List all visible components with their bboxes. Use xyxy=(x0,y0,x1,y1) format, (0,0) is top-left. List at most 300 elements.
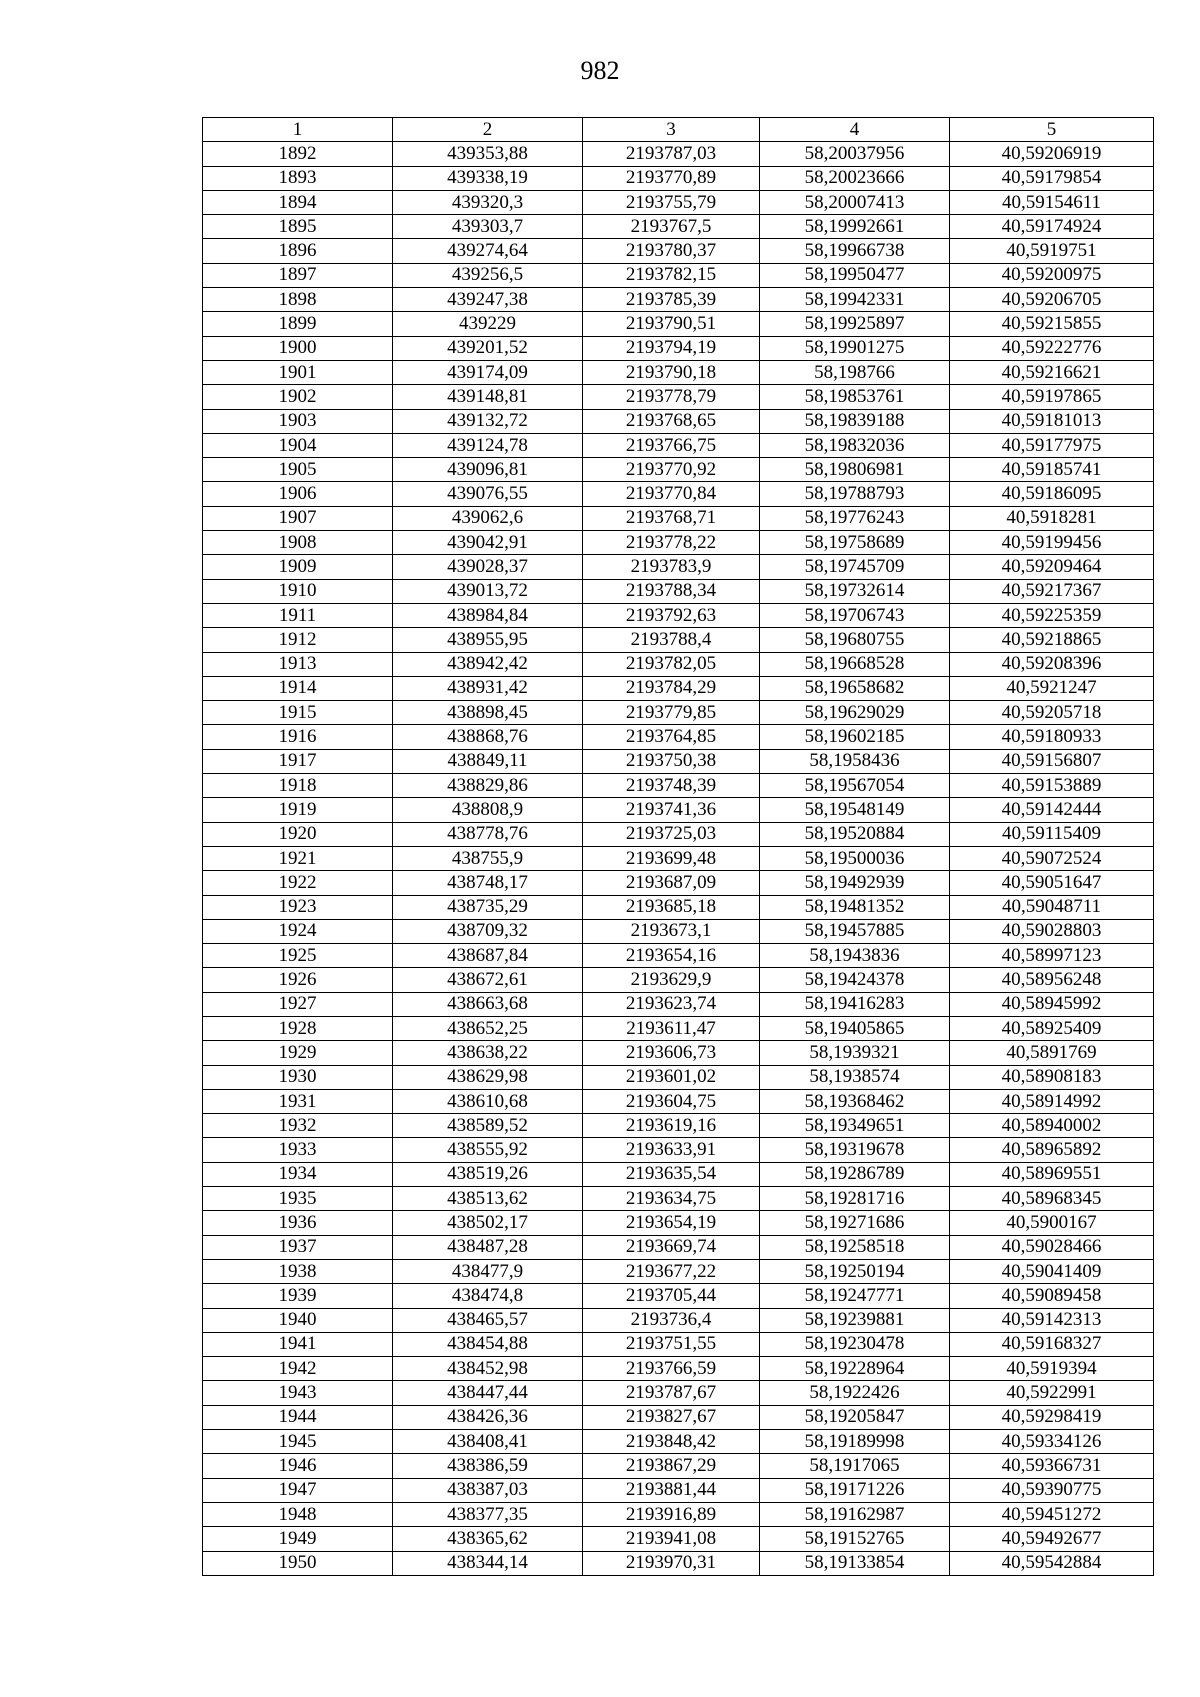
table-cell: 438898,45 xyxy=(393,701,583,725)
table-cell: 2193782,15 xyxy=(583,263,760,287)
table-cell: 1937 xyxy=(203,1235,393,1259)
table-cell: 40,59205718 xyxy=(950,701,1154,725)
table-cell: 2193792,63 xyxy=(583,603,760,627)
table-row xyxy=(203,555,1154,579)
table-cell: 2193611,47 xyxy=(583,1016,760,1040)
table-cell: 438629,98 xyxy=(393,1065,583,1089)
table-cell: 58,19228964 xyxy=(760,1357,950,1381)
table-cell: 438465,57 xyxy=(393,1308,583,1332)
table-cell: 1907 xyxy=(203,506,393,530)
table-row xyxy=(203,433,1154,457)
table-cell: 1948 xyxy=(203,1502,393,1526)
table-cell: 58,19286789 xyxy=(760,1162,950,1186)
table-cell: 438454,88 xyxy=(393,1332,583,1356)
table-cell: 1920 xyxy=(203,822,393,846)
table-cell: 2193768,71 xyxy=(583,506,760,530)
table-cell: 2193755,79 xyxy=(583,190,760,214)
table-cell: 439256,5 xyxy=(393,263,583,287)
table-cell: 58,19758689 xyxy=(760,531,950,555)
table-cell: 1930 xyxy=(203,1065,393,1089)
table-cell: 58,198766 xyxy=(760,360,950,384)
table-cell: 2193770,84 xyxy=(583,482,760,506)
table-cell: 1894 xyxy=(203,190,393,214)
table-cell: 2193766,75 xyxy=(583,433,760,457)
table-cell: 439042,91 xyxy=(393,531,583,555)
table-row xyxy=(203,1041,1154,1065)
table-row xyxy=(203,968,1154,992)
table-cell: 2193635,54 xyxy=(583,1162,760,1186)
table-row xyxy=(203,1357,1154,1381)
table-cell: 40,59200975 xyxy=(950,263,1154,287)
table-cell: 58,19806981 xyxy=(760,458,950,482)
table-cell: 40,59298419 xyxy=(950,1405,1154,1429)
table-cell: 438931,42 xyxy=(393,676,583,700)
table-row xyxy=(203,992,1154,1016)
table-cell: 40,59208396 xyxy=(950,652,1154,676)
table-cell: 438984,84 xyxy=(393,603,583,627)
table-cell: 40,59186095 xyxy=(950,482,1154,506)
table-cell: 1936 xyxy=(203,1211,393,1235)
table-row xyxy=(203,1381,1154,1405)
table-cell: 58,19258518 xyxy=(760,1235,950,1259)
table-cell: 1940 xyxy=(203,1308,393,1332)
table-cell: 1919 xyxy=(203,798,393,822)
table-cell: 1903 xyxy=(203,409,393,433)
column-header: 1 xyxy=(203,118,393,142)
coordinates-table xyxy=(202,117,1154,1576)
table-cell: 439013,72 xyxy=(393,579,583,603)
table-cell: 40,59451272 xyxy=(950,1502,1154,1526)
table-cell: 1939 xyxy=(203,1284,393,1308)
table-cell: 438687,84 xyxy=(393,944,583,968)
table-cell: 1904 xyxy=(203,433,393,457)
table-row xyxy=(203,1502,1154,1526)
table-cell: 439096,81 xyxy=(393,458,583,482)
table-row xyxy=(203,676,1154,700)
table-cell: 2193783,9 xyxy=(583,555,760,579)
table-row xyxy=(203,603,1154,627)
table-cell: 40,59197865 xyxy=(950,385,1154,409)
table-cell: 40,58940002 xyxy=(950,1114,1154,1138)
table-cell: 438610,68 xyxy=(393,1089,583,1113)
table-cell: 58,19567054 xyxy=(760,774,950,798)
table-cell: 58,19788793 xyxy=(760,482,950,506)
table-cell: 58,19457885 xyxy=(760,919,950,943)
table-cell: 2193790,51 xyxy=(583,312,760,336)
table-cell: 1897 xyxy=(203,263,393,287)
table-cell: 40,59181013 xyxy=(950,409,1154,433)
table-cell: 40,59174924 xyxy=(950,215,1154,239)
table-cell: 40,59216621 xyxy=(950,360,1154,384)
table-cell: 1898 xyxy=(203,288,393,312)
table-cell: 58,19853761 xyxy=(760,385,950,409)
table-cell: 58,19776243 xyxy=(760,506,950,530)
table-row xyxy=(203,846,1154,870)
table-cell: 58,19171226 xyxy=(760,1478,950,1502)
table-row xyxy=(203,919,1154,943)
table-cell: 438672,61 xyxy=(393,968,583,992)
table-cell: 40,58965892 xyxy=(950,1138,1154,1162)
table-row xyxy=(203,895,1154,919)
table-cell: 2193601,02 xyxy=(583,1065,760,1089)
table-row xyxy=(203,1551,1154,1575)
table-cell: 438452,98 xyxy=(393,1357,583,1381)
table-cell: 58,19152765 xyxy=(760,1527,950,1551)
table-cell: 1947 xyxy=(203,1478,393,1502)
table-cell: 1893 xyxy=(203,166,393,190)
table-cell: 2193916,89 xyxy=(583,1502,760,1526)
table-row xyxy=(203,1284,1154,1308)
table-row xyxy=(203,1138,1154,1162)
table-cell: 58,19500036 xyxy=(760,846,950,870)
table-cell: 58,19548149 xyxy=(760,798,950,822)
table-cell: 439124,78 xyxy=(393,433,583,457)
table-cell: 58,19281716 xyxy=(760,1187,950,1211)
table-cell: 58,19205847 xyxy=(760,1405,950,1429)
table-cell: 1905 xyxy=(203,458,393,482)
table-cell: 2193750,38 xyxy=(583,749,760,773)
table-cell: 2193779,85 xyxy=(583,701,760,725)
column-header: 5 xyxy=(950,118,1154,142)
table-cell: 40,5922991 xyxy=(950,1381,1154,1405)
table-row xyxy=(203,944,1154,968)
table-body xyxy=(203,142,1154,1576)
table-cell: 439274,64 xyxy=(393,239,583,263)
table-row xyxy=(203,774,1154,798)
table-cell: 40,59154611 xyxy=(950,190,1154,214)
table-cell: 1933 xyxy=(203,1138,393,1162)
table-row xyxy=(203,142,1154,166)
table-cell: 438487,28 xyxy=(393,1235,583,1259)
table-cell: 2193606,73 xyxy=(583,1041,760,1065)
table-cell: 58,19925897 xyxy=(760,312,950,336)
table-cell: 2193748,39 xyxy=(583,774,760,798)
table-cell: 1912 xyxy=(203,628,393,652)
table-cell: 2193764,85 xyxy=(583,725,760,749)
table-cell: 438513,62 xyxy=(393,1187,583,1211)
table-cell: 40,59142313 xyxy=(950,1308,1154,1332)
table-cell: 40,59206705 xyxy=(950,288,1154,312)
table-cell: 58,19133854 xyxy=(760,1551,950,1575)
table-cell: 438942,42 xyxy=(393,652,583,676)
table-cell: 1950 xyxy=(203,1551,393,1575)
table-cell: 2193881,44 xyxy=(583,1478,760,1502)
table-cell: 1949 xyxy=(203,1527,393,1551)
table-cell: 58,20007413 xyxy=(760,190,950,214)
table-cell: 1915 xyxy=(203,701,393,725)
table-cell: 2193848,42 xyxy=(583,1430,760,1454)
table-cell: 438447,44 xyxy=(393,1381,583,1405)
table-row xyxy=(203,1065,1154,1089)
table-cell: 40,59156807 xyxy=(950,749,1154,773)
table-cell: 40,59177975 xyxy=(950,433,1154,457)
table-row xyxy=(203,482,1154,506)
table-cell: 2193782,05 xyxy=(583,652,760,676)
table-cell: 58,19271686 xyxy=(760,1211,950,1235)
table-cell: 58,19319678 xyxy=(760,1138,950,1162)
table-cell: 439062,6 xyxy=(393,506,583,530)
table-cell: 439132,72 xyxy=(393,409,583,433)
table-cell: 40,58908183 xyxy=(950,1065,1154,1089)
table-cell: 1911 xyxy=(203,603,393,627)
table-cell: 1934 xyxy=(203,1162,393,1186)
table-cell: 439201,52 xyxy=(393,336,583,360)
table-cell: 58,19520884 xyxy=(760,822,950,846)
table-cell: 58,19247771 xyxy=(760,1284,950,1308)
table-row xyxy=(203,1527,1154,1551)
table-cell: 58,19230478 xyxy=(760,1332,950,1356)
table-cell: 2193780,37 xyxy=(583,239,760,263)
table-cell: 438868,76 xyxy=(393,725,583,749)
table-cell: 58,19349651 xyxy=(760,1114,950,1138)
table-cell: 40,59206919 xyxy=(950,142,1154,166)
table-cell: 2193766,59 xyxy=(583,1357,760,1381)
table-cell: 40,5900167 xyxy=(950,1211,1154,1235)
table-cell: 58,19901275 xyxy=(760,336,950,360)
table-row xyxy=(203,1187,1154,1211)
table-cell: 2193794,19 xyxy=(583,336,760,360)
table-cell: 1896 xyxy=(203,239,393,263)
table-cell: 58,19492939 xyxy=(760,871,950,895)
table-row xyxy=(203,749,1154,773)
table-cell: 40,58956248 xyxy=(950,968,1154,992)
table-cell: 40,59366731 xyxy=(950,1454,1154,1478)
table-row xyxy=(203,871,1154,895)
table-cell: 58,1958436 xyxy=(760,749,950,773)
table-row xyxy=(203,1478,1154,1502)
table-cell: 2193787,03 xyxy=(583,142,760,166)
table-cell: 438849,11 xyxy=(393,749,583,773)
table-cell: 58,20023666 xyxy=(760,166,950,190)
table-row xyxy=(203,215,1154,239)
table-row xyxy=(203,1211,1154,1235)
table-row xyxy=(203,409,1154,433)
table-cell: 1938 xyxy=(203,1259,393,1283)
table-cell: 58,19250194 xyxy=(760,1259,950,1283)
table-row xyxy=(203,385,1154,409)
table-cell: 58,19745709 xyxy=(760,555,950,579)
table-row xyxy=(203,288,1154,312)
table-cell: 438555,92 xyxy=(393,1138,583,1162)
table-cell: 2193629,9 xyxy=(583,968,760,992)
table-cell: 40,59180933 xyxy=(950,725,1154,749)
table-cell: 438519,26 xyxy=(393,1162,583,1186)
table-cell: 40,59028466 xyxy=(950,1235,1154,1259)
table-cell: 2193619,16 xyxy=(583,1114,760,1138)
table-cell: 58,19950477 xyxy=(760,263,950,287)
table-cell: 40,59051647 xyxy=(950,871,1154,895)
table-cell: 58,19239881 xyxy=(760,1308,950,1332)
table-cell: 2193785,39 xyxy=(583,288,760,312)
table-cell: 58,19189998 xyxy=(760,1430,950,1454)
table-row xyxy=(203,1016,1154,1040)
table-cell: 439174,09 xyxy=(393,360,583,384)
page-number: 982 xyxy=(580,56,620,85)
table-cell: 2193787,67 xyxy=(583,1381,760,1405)
table-cell: 40,58914992 xyxy=(950,1089,1154,1113)
table-cell: 2193788,4 xyxy=(583,628,760,652)
table-cell: 2193633,91 xyxy=(583,1138,760,1162)
table-cell: 1925 xyxy=(203,944,393,968)
table-cell: 438808,9 xyxy=(393,798,583,822)
table-row xyxy=(203,166,1154,190)
table-cell: 438502,17 xyxy=(393,1211,583,1235)
table-cell: 40,59215855 xyxy=(950,312,1154,336)
table-cell: 438474,8 xyxy=(393,1284,583,1308)
table-row xyxy=(203,1259,1154,1283)
table-cell: 40,59048711 xyxy=(950,895,1154,919)
table-row xyxy=(203,798,1154,822)
table-cell: 58,19658682 xyxy=(760,676,950,700)
table-cell: 2193741,36 xyxy=(583,798,760,822)
table-cell: 58,19424378 xyxy=(760,968,950,992)
table-cell: 1895 xyxy=(203,215,393,239)
table-row xyxy=(203,1235,1154,1259)
table-cell: 1909 xyxy=(203,555,393,579)
table-cell: 2193634,75 xyxy=(583,1187,760,1211)
table-row xyxy=(203,1405,1154,1429)
table-cell: 438638,22 xyxy=(393,1041,583,1065)
table-cell: 438387,03 xyxy=(393,1478,583,1502)
table-cell: 439303,7 xyxy=(393,215,583,239)
table-cell: 1902 xyxy=(203,385,393,409)
table-row xyxy=(203,1430,1154,1454)
table-cell: 1931 xyxy=(203,1089,393,1113)
table-cell: 1918 xyxy=(203,774,393,798)
table-cell: 40,59185741 xyxy=(950,458,1154,482)
table-cell: 438709,32 xyxy=(393,919,583,943)
table-cell: 40,5919751 xyxy=(950,239,1154,263)
table-cell: 40,59115409 xyxy=(950,822,1154,846)
table-cell: 2193778,22 xyxy=(583,531,760,555)
table-cell: 439247,38 xyxy=(393,288,583,312)
table-cell: 58,19680755 xyxy=(760,628,950,652)
table-row xyxy=(203,336,1154,360)
table-cell: 438748,17 xyxy=(393,871,583,895)
table-cell: 58,19839188 xyxy=(760,409,950,433)
table-cell: 40,5919394 xyxy=(950,1357,1154,1381)
table-cell: 1929 xyxy=(203,1041,393,1065)
table-cell: 40,5921247 xyxy=(950,676,1154,700)
table-cell: 58,19668528 xyxy=(760,652,950,676)
table-row xyxy=(203,190,1154,214)
table-row xyxy=(203,628,1154,652)
table-cell: 58,19162987 xyxy=(760,1502,950,1526)
table-row xyxy=(203,1162,1154,1186)
table-row xyxy=(203,701,1154,725)
coordinates-table-container xyxy=(202,117,1154,1576)
table-cell: 40,59217367 xyxy=(950,579,1154,603)
table-cell: 438377,35 xyxy=(393,1502,583,1526)
table-cell: 1892 xyxy=(203,142,393,166)
table-row xyxy=(203,531,1154,555)
table-cell: 2193725,03 xyxy=(583,822,760,846)
table-cell: 40,59225359 xyxy=(950,603,1154,627)
table-cell: 58,19629029 xyxy=(760,701,950,725)
table-cell: 58,19992661 xyxy=(760,215,950,239)
table-cell: 40,58968345 xyxy=(950,1187,1154,1211)
table-cell: 40,59390775 xyxy=(950,1478,1154,1502)
table-cell: 1901 xyxy=(203,360,393,384)
table-cell: 1932 xyxy=(203,1114,393,1138)
table-cell: 2193685,18 xyxy=(583,895,760,919)
table-cell: 1917 xyxy=(203,749,393,773)
table-cell: 438426,36 xyxy=(393,1405,583,1429)
table-cell: 40,59028803 xyxy=(950,919,1154,943)
table-cell: 1943 xyxy=(203,1381,393,1405)
table-row xyxy=(203,1114,1154,1138)
table-cell: 40,59041409 xyxy=(950,1259,1154,1283)
table-cell: 2193623,74 xyxy=(583,992,760,1016)
table-cell: 40,58969551 xyxy=(950,1162,1154,1186)
table-cell: 1945 xyxy=(203,1430,393,1454)
table-cell: 58,19405865 xyxy=(760,1016,950,1040)
table-cell: 1927 xyxy=(203,992,393,1016)
table-cell: 439076,55 xyxy=(393,482,583,506)
column-header: 2 xyxy=(393,118,583,142)
table-row xyxy=(203,312,1154,336)
table-cell: 438477,9 xyxy=(393,1259,583,1283)
table-cell: 439353,88 xyxy=(393,142,583,166)
table-cell: 1941 xyxy=(203,1332,393,1356)
table-cell: 2193654,19 xyxy=(583,1211,760,1235)
table-cell: 58,19481352 xyxy=(760,895,950,919)
table-cell: 2193827,67 xyxy=(583,1405,760,1429)
table-row xyxy=(203,1332,1154,1356)
table-row xyxy=(203,1454,1154,1478)
table-cell: 2193687,09 xyxy=(583,871,760,895)
table-cell: 58,19966738 xyxy=(760,239,950,263)
table-cell: 2193788,34 xyxy=(583,579,760,603)
table-cell: 1908 xyxy=(203,531,393,555)
table-cell: 40,59218865 xyxy=(950,628,1154,652)
table-cell: 40,58997123 xyxy=(950,944,1154,968)
table-cell: 2193705,44 xyxy=(583,1284,760,1308)
table-cell: 1928 xyxy=(203,1016,393,1040)
table-cell: 438955,95 xyxy=(393,628,583,652)
table-cell: 40,58925409 xyxy=(950,1016,1154,1040)
table-cell: 1944 xyxy=(203,1405,393,1429)
table-row xyxy=(203,360,1154,384)
table-cell: 58,1917065 xyxy=(760,1454,950,1478)
table-cell: 2193751,55 xyxy=(583,1332,760,1356)
table-cell: 2193673,1 xyxy=(583,919,760,943)
table-cell: 58,19732614 xyxy=(760,579,950,603)
table-cell: 1913 xyxy=(203,652,393,676)
table-row xyxy=(203,506,1154,530)
table-row xyxy=(203,579,1154,603)
table-cell: 40,59153889 xyxy=(950,774,1154,798)
table-cell: 40,59209464 xyxy=(950,555,1154,579)
table-cell: 439028,37 xyxy=(393,555,583,579)
table-row xyxy=(203,1089,1154,1113)
table-cell: 2193867,29 xyxy=(583,1454,760,1478)
table-cell: 438589,52 xyxy=(393,1114,583,1138)
table-cell: 438778,76 xyxy=(393,822,583,846)
table-cell: 1910 xyxy=(203,579,393,603)
table-cell: 40,5891769 xyxy=(950,1041,1154,1065)
table-cell: 2193768,65 xyxy=(583,409,760,433)
table-cell: 40,58945992 xyxy=(950,992,1154,1016)
table-cell: 2193604,75 xyxy=(583,1089,760,1113)
table-cell: 58,19706743 xyxy=(760,603,950,627)
table-cell: 40,5918281 xyxy=(950,506,1154,530)
table-row xyxy=(203,725,1154,749)
table-cell: 1946 xyxy=(203,1454,393,1478)
table-cell: 40,59072524 xyxy=(950,846,1154,870)
table-cell: 1899 xyxy=(203,312,393,336)
table-cell: 2193654,16 xyxy=(583,944,760,968)
